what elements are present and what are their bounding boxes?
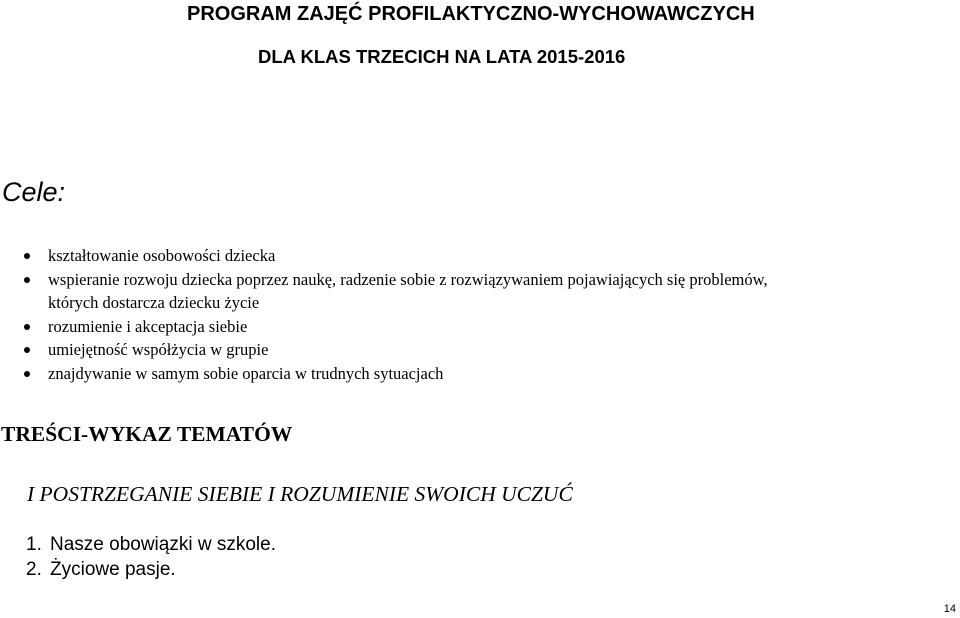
topic-number: 2. [26,559,42,580]
list-item [0,338,768,362]
goal-text: wspieranie rozwoju dziecka poprzez naukę, radzenie sobie z rozwiązywaniem pojawiających się problemów, [48,269,768,289]
list-item [0,362,768,386]
contents-heading: TREŚCI-WYKAZ TEMATÓW [1,422,293,446]
list-item [26,557,276,582]
goals-heading: Cele: [2,177,66,207]
list-item [26,532,276,557]
bullet-icon [24,371,30,377]
page-number: 14 [943,603,956,615]
topic-text: Nasze obowiązki w szkole. [50,534,276,555]
bullet-icon [24,277,30,283]
goal-text: kształtowanie osobowości dziecka [48,246,276,265]
document-title-line-2: DLA KLAS TRZECICH NA LATA 2015-2016 [258,46,626,67]
list-item [0,315,768,339]
section-title: I POSTRZEGANIE SIEBIE I ROZUMIENIE SWOICH UCZUĆ [27,482,573,506]
bullet-icon [24,324,30,330]
bullet-icon [24,253,30,259]
goal-text-continuation: których dostarcza dziecku życie [48,293,260,312]
list-item [0,268,768,315]
goal-text: umiejętność współżycia w grupie [48,340,269,359]
topic-text: Życiowe pasje. [50,559,176,580]
document-title-line-1: PROGRAM ZAJĘĆ PROFILAKTYCZNO-WYCHOWAWCZYCH [187,3,755,25]
topic-number: 1. [26,534,42,555]
list-item [0,244,768,268]
topics-list [26,532,276,582]
goal-text: rozumienie i akceptacja siebie [48,316,248,336]
goal-text: znajdywanie w samym sobie oparcia w trudnych sytuacjach [48,363,444,383]
goals-list [0,244,768,385]
bullet-icon [24,347,30,353]
